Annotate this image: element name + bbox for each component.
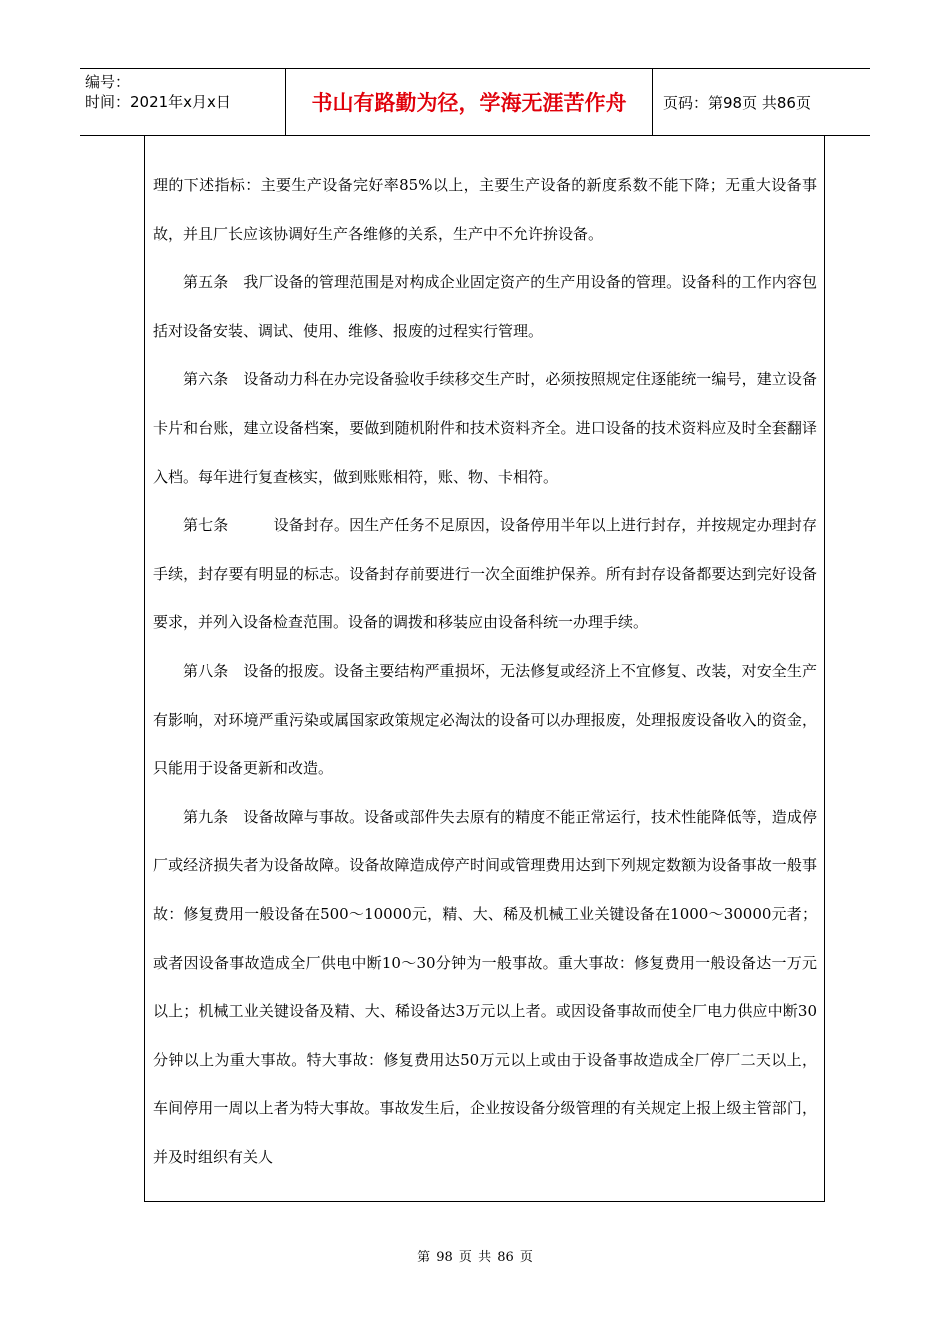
header-meta (80, 69, 285, 135)
paragraph-article-6: 第六条 设备动力科在办完设备验收手续移交生产时，必须按照规定住逐能统一编号，建立设备卡片和台账，建立设备档案，要做到随机附件和技术资料齐全。进口设备的技术资料应及时全套翻译入档。每年进行复查核实，做到账账相符，账、物、卡相符。 (153, 370, 817, 486)
page-footer (0, 1246, 950, 1265)
footer-page-number: 第 98 页 共 86 页 (417, 1250, 533, 1265)
paragraph-article-8: 第八条 设备的报废。设备主要结构严重损坏，无法修复或经济上不宜修复、改装，对安全生产有影响，对环境严重污染或属国家政策规定必淘汰的设备可以办理报废，处理报废设备收入的资金，只能用于设备更新和改造。 (153, 661, 817, 778)
body-text (153, 161, 817, 1181)
time-label: 时间：2021年x月x日 (85, 93, 231, 111)
page-header (80, 68, 870, 136)
number-label: 编号： (85, 73, 131, 91)
paragraph-article-9: 第九条 设备故障与事故。设备或部件失去原有的精度不能正常运行，技术性能降低等，造成停厂或经济损失者为设备故障。设备故障造成停产时间或管理费用达到下列规定数额为设备事故一般事故：修复费用一般设备在500～10000元，精、大、稀及机械工业关键设备在1000～30000元者；或者因设备事故造成全厂供电中断10～30分钟为一般事故。重大事故：修复费用一般设备达一万元以上；机械工业关键设备及精、大、稀设备达3万元以上者。或因设备事故而使全厂电力供应中断30分钟以上为重大事故。特大事故：修复费用达50万元以上或由于设备事故造成全厂停厂二天以上，车间停用一周以上者为特大事故。事故发生后，企业按设备分级管理的有关规定上报上级主管部门，并及时组织有关人 (153, 807, 817, 1166)
paragraph-article-5: 第五条 我厂设备的管理范围是对构成企业固定资产的生产用设备的管理。设备科的工作内容包括对设备安装、调试、使用、维修、报废的过程实行管理。 (153, 273, 817, 340)
paragraph-article-7: 第七条 设备封存。因生产任务不足原因，设备停用半年以上进行封存，并按规定办理封存手续，封存要有明显的标志。设备封存前要进行一次全面维护保养。所有封存设备都要达到完好设备要求，并列入设备检查范围。设备的调拨和移装应由设备科统一办理手续。 (153, 516, 817, 632)
paragraph: 理的下述指标：主要生产设备完好率85%以上，主要生产设备的新度系数不能下降；无重大设备事故，并且厂长应该协调好生产各维修的关系，生产中不允许拚设备。 (153, 176, 817, 243)
page-info: 页码：第98页 共86页 (663, 93, 811, 112)
content-box (144, 136, 825, 1202)
slogan: 书山有路勤为径，学海无涯苦作舟 (311, 91, 627, 115)
header-slogan-cell (285, 69, 653, 135)
header-page-info-cell (653, 69, 870, 135)
